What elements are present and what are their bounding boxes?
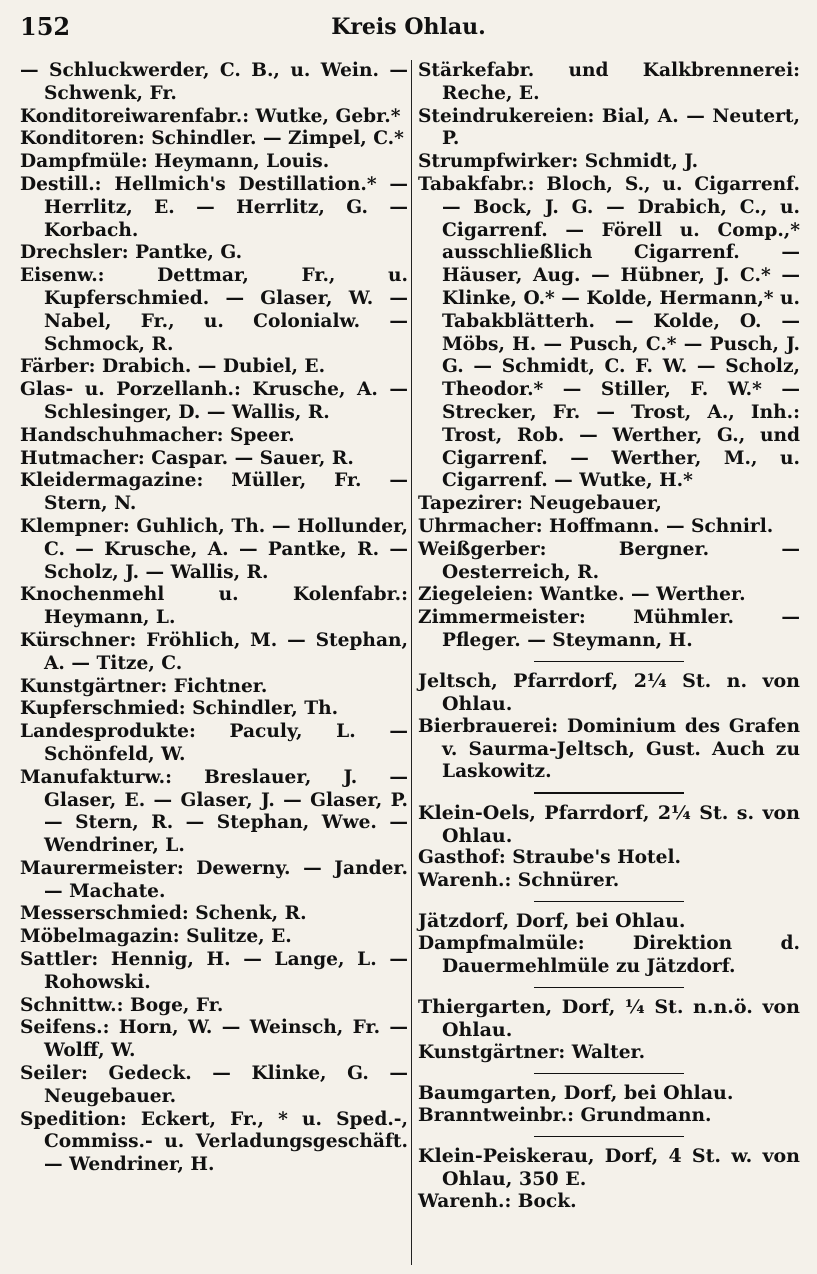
entry: Branntweinbr.: Grundmann. (418, 1104, 712, 1126)
entry: Bierbrauerei: Dominium des Grafen v. Saurma-Jeltsch, Gust. Auch zu Laskowitz. (418, 715, 800, 783)
entry: Handschuhmacher: Speer. (20, 424, 295, 446)
place-heading: Jeltsch, Pfarrdorf, 2¼ St. n. von Ohlau. (418, 670, 800, 716)
place-heading: Thiergarten, Dorf, ¼ St. n.n.ö. von Ohlau. (418, 996, 800, 1042)
page-header (0, 0, 817, 60)
section-rule (534, 792, 684, 794)
place-heading: Baumgarten, Dorf, bei Ohlau. (418, 1082, 734, 1105)
entry: Weißgerber: Bergner. — Oesterreich, R. (418, 538, 800, 583)
entry: Steindrukereien: Bial, A. — Neutert, P. (418, 105, 800, 150)
entry: Kupferschmied: Schindler, Th. (20, 698, 339, 720)
section-rule (534, 1136, 684, 1138)
entry: — Schluckwerder, C. B., u. Wein. — Schwenk, Fr. (20, 60, 408, 104)
entry: Destill.: Hellmich's Destillation.* — Herrlitz, E. — Herrlitz, G. — Korbach. (20, 173, 408, 241)
entry: Hutmacher: Caspar. — Sauer, R. (20, 447, 354, 469)
right-column (418, 60, 800, 1214)
entry: Manufakturw.: Breslauer, J. — Glaser, E. — Glaser, J. — Glaser, P. — Stern, R. — Stephan, Wwe. — Wendriner, L. (20, 766, 408, 857)
entry: Färber: Drabich. — Dubiel, E. (20, 356, 326, 378)
entry: Dampfmalmüle: Direktion d. Dauermehlmüle zu Jätzdorf. (418, 933, 800, 977)
entry: Warenh.: Bock. (418, 1190, 577, 1212)
entry: Kunstgärtner: Fichtner. (20, 675, 268, 697)
place-heading: Klein-Peiskerau, Dorf, 4 St. w. von Ohlau, 350 E. (418, 1145, 800, 1191)
place-heading: Klein-Oels, Pfarrdorf, 2¼ St. s. von Ohlau. (418, 801, 800, 847)
entry: Eisenw.: Dettmar, Fr., u. Kupferschmied. — Glaser, W. — Nabel, Fr., u. Colonialw. — Schmock, R. (20, 265, 408, 355)
entry: Ziegeleien: Wantke. — Werther. (418, 584, 746, 606)
entry: Sattler: Hennig, H. — Lange, L. — Rohowski. (20, 949, 408, 993)
entry: Kunstgärtner: Walter. (418, 1041, 646, 1063)
entry: Knochenmehl u. Kolenfabr.: Heymann, L. (20, 584, 408, 629)
entry: Zimmermeister: Mühmler. — Pfleger. — Steymann, H. (418, 607, 800, 651)
entry: Tabakfabr.: Bloch, S., u. Cigarrenf. — Bock, J. G. — Drabich, C., u. Cigarrenf. — Förell u. Comp.,* ausschließlich Cigarrenf. — Häuser, Aug. — Hübner, J. C.* — Klinke, O.* — Kolde, Hermann,* u. Tabakblätterh. — Kolde, O. — Möbs, H. — Pusch, C.* — Pusch, J. G. — Schmidt, C. F. W. — Scholz, Theodor.* — Stiller, F. W.* — Strecker, Fr. — Trost, A., Inh.: Trost, Rob. — Werther, G., und Cigarrenf. — Werther, M., u. Cigarrenf. — Wutke, H.* (418, 173, 800, 492)
entry: Messerschmied: Schenk, R. (20, 903, 307, 925)
entry: Konditoreiwarenfabr.: Wutke, Gebr.* (20, 105, 401, 127)
entry: Seifens.: Horn, W. — Weinsch, Fr. — Wolff, W. (20, 1017, 408, 1062)
entry: Klempner: Guhlich, Th. — Hollunder, C. — Krusche, A. — Pantke, R. — Scholz, J. — Wallis, R. (20, 515, 408, 583)
place-heading: Jätzdorf, Dorf, bei Ohlau. (418, 910, 686, 933)
entry: Drechsler: Pantke, G. (20, 242, 243, 264)
running-head: Kreis Ohlau. (331, 14, 486, 40)
entry: Spedition: Eckert, Fr., * u. Sped.-, Commiss.- u. Verladungsgeschäft. — Wendriner, H. (20, 1108, 408, 1176)
entry: Kleidermagazine: Müller, Fr. — Stern, N. (20, 470, 408, 515)
entry: Uhrmacher: Hoffmann. — Schnirl. (418, 515, 774, 537)
entry: Landesprodukte: Paculy, L. — Schönfeld, W. (20, 721, 408, 765)
entry: Gasthof: Straube's Hotel. (418, 847, 682, 869)
column-divider (411, 60, 412, 1265)
entry: Strumpfwirker: Schmidt, J. (418, 151, 699, 173)
entry: Tapezirer: Neugebauer, (418, 493, 662, 515)
entry: Warenh.: Schnürer. (418, 870, 620, 892)
entry: Kürschner: Fröhlich, M. — Stephan, A. — Titze, C. (20, 629, 408, 674)
entry: Glas- u. Porzellanh.: Krusche, A. — Schlesinger, D. — Wallis, R. (20, 379, 408, 423)
left-column (20, 60, 408, 1177)
entry: Schnittw.: Boge, Fr. (20, 994, 224, 1016)
section-rule (534, 987, 684, 989)
entry: Konditoren: Schindler. — Zimpel, C.* (20, 128, 404, 150)
section-rule (534, 1073, 684, 1075)
entry: Seiler: Gedeck. — Klinke, G. — Neugebauer. (20, 1063, 408, 1107)
section-rule (534, 901, 684, 903)
entry: Stärkefabr. und Kalkbrennerei: Reche, E. (418, 60, 800, 104)
entry: Dampfmüle: Heymann, Louis. (20, 151, 330, 173)
entry: Möbelmagazin: Sulitze, E. (20, 926, 292, 948)
page-number: 152 (20, 12, 71, 41)
entry: Maurermeister: Dewerny. — Jander. — Machate. (20, 857, 408, 902)
section-rule (534, 661, 684, 663)
